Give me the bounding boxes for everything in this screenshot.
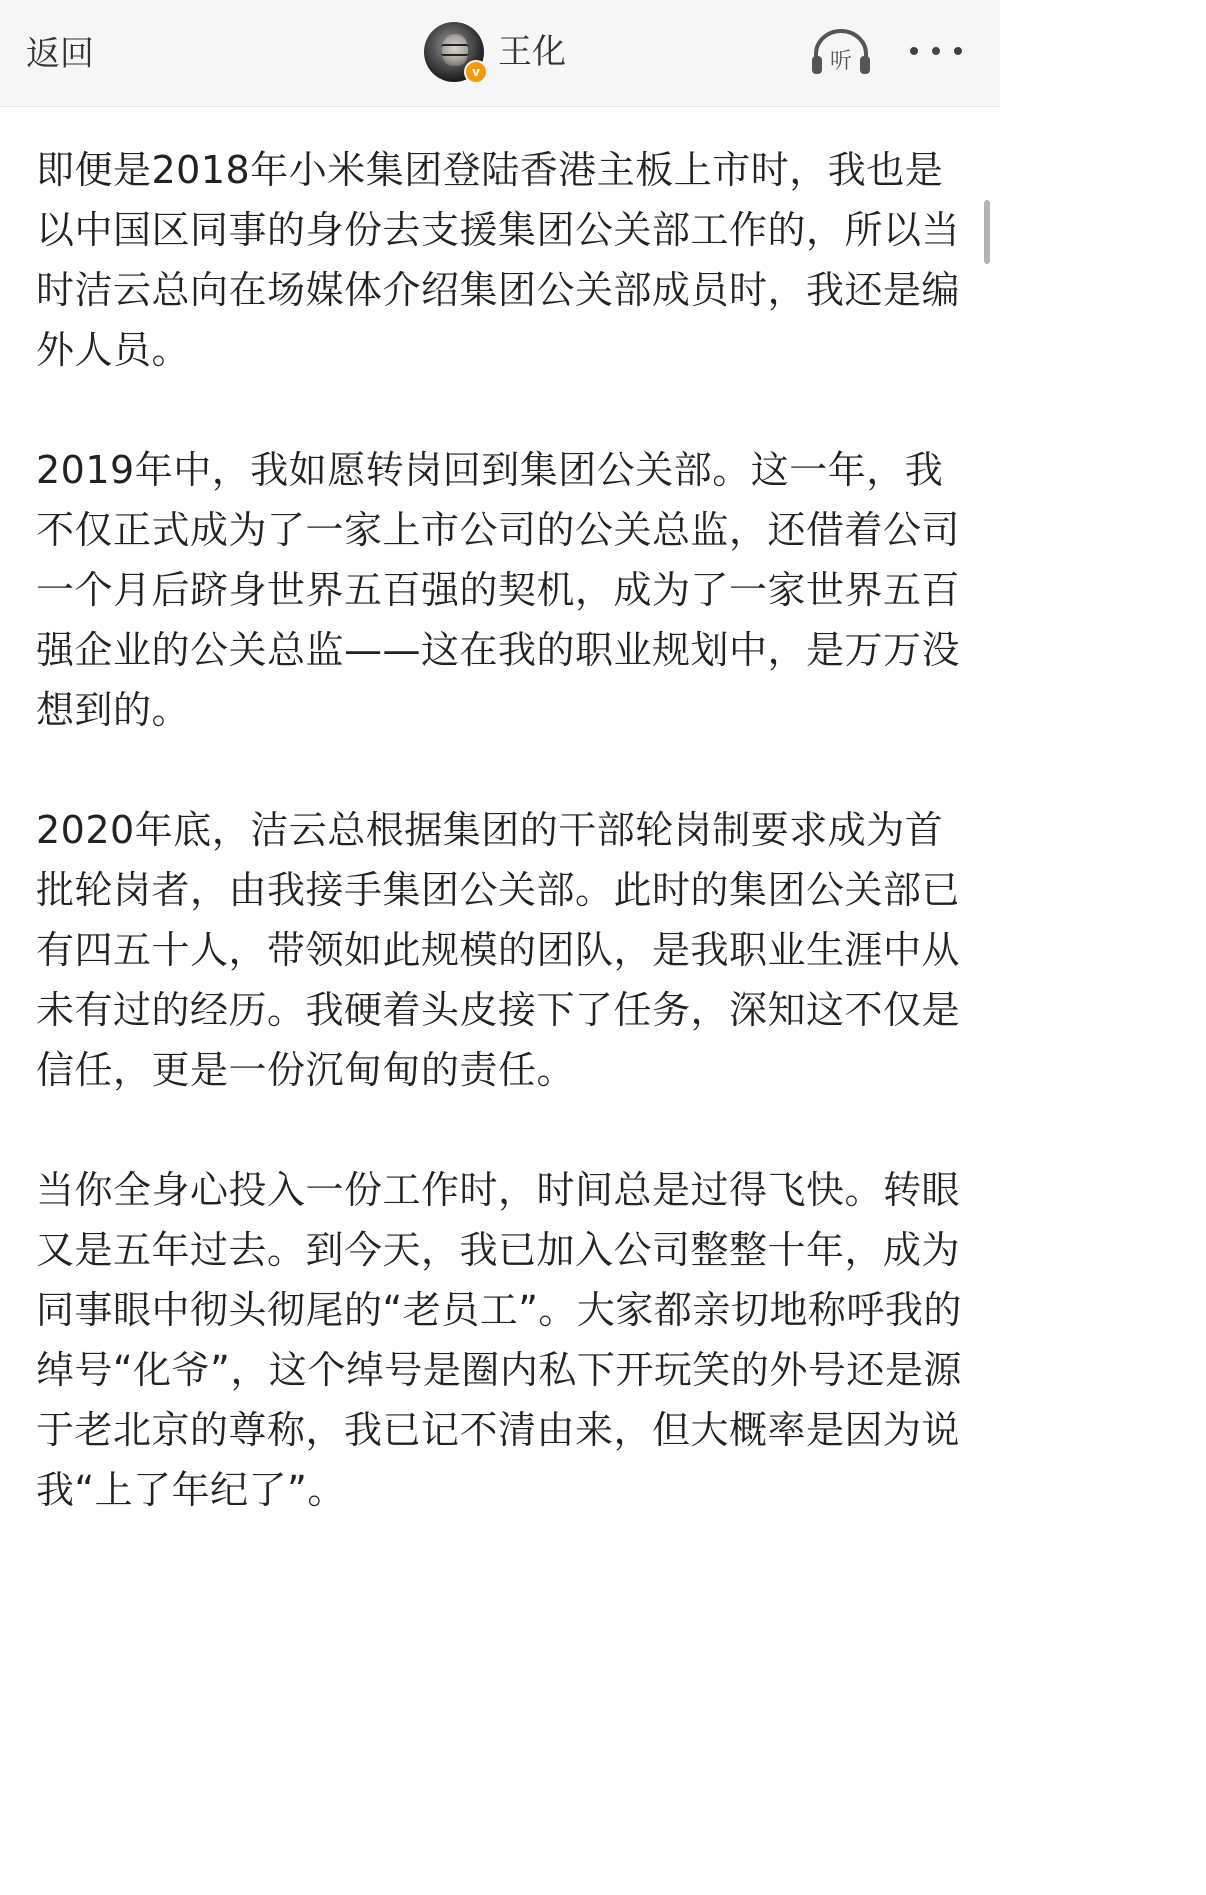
listen-button[interactable] [810, 28, 872, 78]
verified-badge-icon: v [464, 60, 488, 84]
article-paragraph: 2020年底，洁云总根据集团的干部轮岗制要求成为首批轮岗者，由我接手集团公关部。此时的集团公关部已有四五十人，带领如此规模的团队，是我职业生涯中从未有过的经历。我硬着头皮接下了任务，深知这不仅是信任，更是一份沉甸甸的责任。 [36, 808, 961, 1092]
article-paragraph: 当你全身心投入一份工作时，时间总是过得飞快。转眼又是五年过去。到今天，我已加入公司整整十年，成为同事眼中彻头彻尾的“老员工”。大家都亲切地称呼我的绰号“化爷”，这个绰号是圈内私下开玩笑的外号还是源于老北京的尊称，我已记不清由来，但大概率是因为说我“上了年纪了”。 [36, 1168, 962, 1512]
article-paragraph: 2019年中，我如愿转岗回到集团公关部。这一年，我不仅正式成为了一家上市公司的公关总监，还借着公司一个月后跻身世界五百强的契机，成为了一家世界五百强企业的公关总监——这在我的职业规划中，是万万没想到的。 [36, 448, 961, 732]
article-paragraph: 即便是2018年小米集团登陆香港主板上市时，我也是以中国区同事的身份去支援集团公关部工作的，所以当时洁云总向在场媒体介绍集团公关部成员时，我还是编外人员。 [36, 148, 961, 372]
headphones-listen-icon [810, 28, 872, 78]
more-dots-icon [906, 36, 966, 66]
avatar-glasses [441, 44, 469, 56]
more-button[interactable] [906, 36, 966, 66]
author-name[interactable]: 王化 [498, 32, 566, 72]
top-navigation-bar [0, 0, 1000, 107]
scrollbar-thumb[interactable] [984, 200, 990, 264]
avatar[interactable] [424, 22, 484, 82]
author-info[interactable] [424, 20, 566, 84]
article-body [36, 140, 966, 1580]
listen-label: 听 [829, 49, 853, 74]
back-button[interactable]: 返回 [26, 34, 94, 74]
